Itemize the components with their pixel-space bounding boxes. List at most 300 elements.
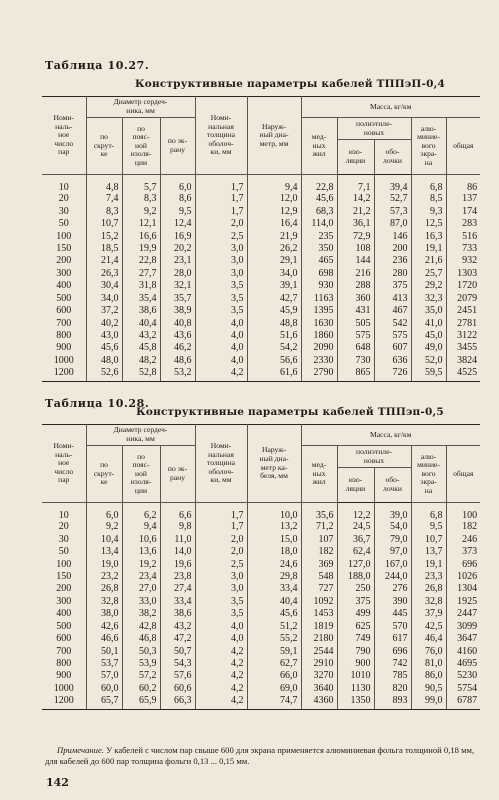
cell-copper: 3640 [301,682,337,694]
cell-poly-sheath: 39,0 [374,503,411,521]
cell-poly-sheath: 696 [374,645,411,657]
cell-pairs: 900 [56,670,72,682]
header-d-belt-text: по пояс- ной изоля- ции [130,123,152,167]
cell-copper: 2330 [301,354,337,366]
cell-outer: 45,6 [247,608,301,620]
cell-sheath: 3,5 [195,280,247,292]
cell-outer: 33,4 [247,583,301,595]
cell-copper: 1163 [301,292,337,304]
cell-pairs: 600 [56,633,72,645]
cell-sheath: 3,0 [195,255,247,267]
cell-outer: 69,0 [247,682,301,694]
cell-sheath: 4,0 [195,632,247,644]
header-copper [301,118,337,175]
cell-d-belt: 45,8 [122,342,160,354]
cell-copper: 465 [301,255,337,267]
cell-poly-insulation: 790 [337,645,374,657]
cell-pairs: 50 [58,546,69,558]
cell-d-twist: 52,6 [86,367,122,382]
cell-pairs: 30 [58,533,69,545]
cell-d-twist: 4,8 [86,175,122,193]
cell-d-screen: 46,2 [160,342,195,354]
cell-copper: 3270 [301,670,337,682]
cell-total: 5754 [446,682,480,694]
cell-sheath: 4,2 [195,682,247,694]
cell-pairs: 1200 [42,695,86,710]
cell-pairs: 200 [56,583,72,595]
cell-sheath: 3,0 [195,570,247,582]
cell-d-belt: 19,9 [122,242,160,254]
header-poly-insulation [337,468,374,503]
header-copper-text: мед- ных жил [311,132,327,159]
cell-poly-insulation: 1130 [337,682,374,694]
cell-poly-insulation: 62,4 [337,545,374,557]
cell-d-twist: 43,0 [86,329,122,341]
cell-d-belt: 50,3 [122,645,160,657]
cell-poly-sheath: 375 [374,280,411,292]
cell-outer: 34,0 [247,267,301,279]
header-diameter-group-text: Диаметр сердеч- ника, мм [113,97,168,115]
cell-poly-sheath: 146 [374,230,411,242]
cell-d-screen: 43,6 [160,329,195,341]
cell-d-screen: 50,7 [160,645,195,657]
cell-alu: 46,4 [411,632,446,644]
cell-outer: 29,8 [247,570,301,582]
cell-copper: 107 [301,533,337,545]
cell-outer: 62,7 [247,657,301,669]
table-row [42,193,480,205]
cell-poly-sheath: 244,0 [374,570,411,582]
cell-poly-insulation: 375 [337,595,374,607]
cell-copper: 182 [301,545,337,557]
cell-poly-sheath: 570 [374,620,411,632]
cell-sheath: 4,0 [195,354,247,366]
cell-outer: 12,0 [247,193,301,205]
cell-total: 516 [446,230,480,242]
cell-poly-insulation: 865 [337,367,374,382]
cell-copper: 930 [301,280,337,292]
cell-poly-insulation: 14,2 [337,193,374,205]
header-poly-sheath-text: обо- лочки [383,475,402,493]
cell-d-twist: 40,2 [86,317,122,329]
cell-poly-insulation: 36,1 [337,217,374,229]
cell-alu: 32,8 [411,595,446,607]
cell-copper: 1453 [301,608,337,620]
cell-poly-sheath: 79,0 [374,533,411,545]
header-d-belt-text: по пояс- ной изоля- ции [130,451,152,495]
cell-poly-sheath: 742 [374,657,411,669]
cell-alu: 6,8 [411,175,446,193]
header-outer-diameter [247,425,301,503]
cell-pairs: 100 [56,230,72,242]
cell-copper: 350 [301,242,337,254]
cell-alu: 19,1 [411,558,446,570]
header-total [446,118,480,175]
cell-sheath: 1,7 [195,193,247,205]
cell-poly-insulation: 288 [337,280,374,292]
cell-d-twist: 26,3 [86,267,122,279]
cell-d-belt: 9,4 [122,521,160,533]
cell-poly-sheath: 467 [374,304,411,316]
cell-d-screen: 28,0 [160,267,195,279]
header-poly-insulation-text: изо- ляции [345,475,366,493]
header-outer-diameter-text: Наруж- ный диа- метр, мм [259,121,289,148]
cell-d-screen: 57,6 [160,670,195,682]
cell-poly-insulation: 625 [337,620,374,632]
cell-outer: 12,9 [247,205,301,217]
cell-d-belt: 27,0 [122,583,160,595]
table-row [42,242,480,254]
cell-total: 2781 [446,317,480,329]
cell-poly-insulation: 12,2 [337,503,374,521]
cell-poly-insulation: 21,2 [337,205,374,217]
cell-total: 932 [446,255,480,267]
table-1 [42,96,480,382]
cell-poly-insulation: 749 [337,632,374,644]
cell-pairs: 50 [58,218,69,230]
cell-sheath: 1,7 [195,521,247,533]
table-row [42,255,480,267]
table-row [42,657,480,669]
cell-pairs: 700 [56,645,72,657]
header-outer-diameter [247,97,301,175]
cell-d-screen: 14,0 [160,545,195,557]
cell-alu: 81,0 [411,657,446,669]
cell-poly-sheath: 542 [374,317,411,329]
cell-sheath: 4,2 [195,695,247,710]
cell-d-twist: 8,3 [86,205,122,217]
cell-copper: 68,3 [301,205,337,217]
page-number: 142 [46,776,69,789]
cell-outer: 54,2 [247,342,301,354]
cell-alu: 99,0 [411,695,446,710]
table-2 [42,424,480,710]
cell-alu: 35,0 [411,304,446,316]
cell-poly-sheath: 200 [374,242,411,254]
cell-poly-insulation: 431 [337,304,374,316]
table-row [42,695,480,710]
cell-d-twist: 48,0 [86,354,122,366]
header-outer-diameter-text: Наруж- ный диа- метр ка- беля, мм [259,445,289,481]
cell-d-twist: 13,4 [86,545,122,557]
header-poly-group-text: полиэтиле- новых [356,446,392,465]
header-poly-sheath [374,140,411,175]
cell-poly-sheath: 97,0 [374,545,411,557]
cell-d-screen: 6,0 [160,175,195,193]
cell-poly-sheath: 445 [374,608,411,620]
cell-poly-sheath: 726 [374,367,411,382]
cell-d-twist: 57,0 [86,670,122,682]
cell-sheath: 4,2 [195,657,247,669]
header-sheath-thickness-text: Номи- нальная толщина оболоч- ки, мм [206,441,236,485]
cell-poly-insulation: 127,0 [337,558,374,570]
header-mass-group-text: Масса, кг/км [370,101,412,111]
cell-copper: 1395 [301,304,337,316]
table-2-label: Таблица 10.28. [45,397,150,410]
cell-d-screen: 16,9 [160,230,195,242]
table-row [42,317,480,329]
cell-sheath: 4,0 [195,329,247,341]
cell-d-screen: 6,6 [160,503,195,521]
cell-d-twist: 18,5 [86,242,122,254]
cell-pairs: 10 [58,509,69,521]
table-row [42,670,480,682]
cell-sheath: 4,2 [195,367,247,382]
cell-poly-insulation: 188,0 [337,570,374,582]
cell-poly-insulation: 575 [337,329,374,341]
table-row [42,175,480,193]
cell-d-belt: 42,8 [122,620,160,632]
header-copper [301,446,337,503]
header-pairs-text: Номи- наль- ное число пар [53,113,75,157]
cell-d-screen: 12,4 [160,217,195,229]
cell-d-belt: 23,4 [122,570,160,582]
cell-total: 2447 [446,608,480,620]
cell-poly-sheath: 617 [374,632,411,644]
cell-outer: 26,2 [247,242,301,254]
cell-poly-sheath: 820 [374,682,411,694]
header-alu-text: алю- миние- вого экра- на [417,451,440,495]
cell-outer: 10,0 [247,503,301,521]
header-total-text: общая [453,468,474,478]
cell-poly-sheath: 607 [374,342,411,354]
cell-sheath: 3,5 [195,595,247,607]
cell-d-screen: 38,9 [160,304,195,316]
header-diameter-group [86,425,195,446]
cell-copper: 2790 [301,367,337,382]
table-row [42,267,480,279]
cell-poly-insulation: 730 [337,354,374,366]
cell-d-twist: 19,0 [86,558,122,570]
table-row [42,329,480,341]
cell-d-screen: 9,8 [160,521,195,533]
cell-outer: 16,4 [247,217,301,229]
table-row [42,230,480,242]
header-pairs-text: Номи- наль- ное число пар [53,441,75,485]
cell-alu: 76,0 [411,645,446,657]
cell-poly-sheath: 636 [374,354,411,366]
cell-poly-insulation: 1010 [337,670,374,682]
cell-d-twist: 34,0 [86,292,122,304]
header-poly-group [337,118,411,140]
header-poly-sheath-text: обо- лочки [383,147,402,165]
cell-outer: 74,7 [247,695,301,710]
cell-total: 696 [446,558,480,570]
cell-pairs: 30 [58,205,69,217]
cell-poly-sheath: 52,7 [374,193,411,205]
cell-pairs: 20 [58,193,69,205]
header-d-belt [122,446,160,503]
cell-outer: 42,7 [247,292,301,304]
cell-alu: 45,0 [411,329,446,341]
cell-d-screen: 54,3 [160,657,195,669]
cell-alu: 21,6 [411,255,446,267]
header-sheath-thickness [195,425,247,503]
cell-d-belt: 22,8 [122,255,160,267]
cell-total: 2451 [446,304,480,316]
cell-d-twist: 65,7 [86,695,122,710]
cell-poly-insulation: 144 [337,255,374,267]
cell-copper: 1630 [301,317,337,329]
cell-total: 174 [446,205,480,217]
cell-pairs: 10 [58,181,69,193]
cell-total: 283 [446,217,480,229]
cell-d-twist: 21,4 [86,255,122,267]
cell-d-belt: 38,6 [122,304,160,316]
table-note [45,745,477,767]
cell-pairs: 200 [56,255,72,267]
cell-pairs: 800 [56,658,72,670]
table-row [42,645,480,657]
cell-alu: 9,5 [411,521,446,533]
cell-sheath: 2,0 [195,545,247,557]
cell-poly-sheath: 87,0 [374,217,411,229]
header-poly-insulation [337,140,374,175]
cell-pairs: 100 [56,558,72,570]
cell-d-belt: 16,6 [122,230,160,242]
cell-d-twist: 53,7 [86,657,122,669]
cell-d-belt: 8,3 [122,193,160,205]
cell-d-twist: 37,2 [86,304,122,316]
note-text: У кабелей с числом пар свыше 600 для экрана применяется алюминиевая фольга толщиной 0,18 мм, для кабелей до 600 пар толщина фольги 0,13 ... 0,15 мм. [45,745,475,766]
cell-poly-insulation: 499 [337,608,374,620]
cell-d-screen: 9,5 [160,205,195,217]
table-row [42,503,480,521]
cell-d-twist: 46,6 [86,632,122,644]
cell-alu: 19,1 [411,242,446,254]
cell-sheath: 1,7 [195,503,247,521]
cell-outer: 66,0 [247,670,301,682]
cell-d-screen: 20,2 [160,242,195,254]
table-row [42,545,480,557]
header-poly-sheath [374,468,411,503]
cell-total: 3455 [446,342,480,354]
cell-outer: 48,8 [247,317,301,329]
cell-outer: 13,2 [247,521,301,533]
header-d-screen [160,118,195,175]
cell-poly-sheath: 413 [374,292,411,304]
cell-copper: 727 [301,583,337,595]
cell-sheath: 3,5 [195,292,247,304]
cell-pairs: 400 [56,608,72,620]
header-diameter-group [86,97,195,118]
cell-d-belt: 13,6 [122,545,160,557]
table-2-title: Конструктивные параметры кабелей ТППэп-0,5 [136,406,444,418]
cell-sheath: 3,5 [195,304,247,316]
cell-copper: 71,2 [301,521,337,533]
header-d-belt [122,118,160,175]
cell-total: 373 [446,545,480,557]
cell-copper: 2544 [301,645,337,657]
cell-outer: 51,2 [247,620,301,632]
cell-total: 4525 [446,367,480,382]
cell-poly-sheath: 39,4 [374,175,411,193]
cell-alu: 25,7 [411,267,446,279]
cell-total: 4160 [446,645,480,657]
cell-d-belt: 60,2 [122,682,160,694]
header-total [446,446,480,503]
cell-d-screen: 60,6 [160,682,195,694]
table-2-body [42,503,480,710]
cell-d-belt: 5,7 [122,175,160,193]
table-row [42,682,480,694]
cell-d-screen: 8,6 [160,193,195,205]
cell-copper: 1819 [301,620,337,632]
cell-poly-sheath: 54,0 [374,521,411,533]
cell-outer: 56,6 [247,354,301,366]
cell-poly-insulation: 1350 [337,695,374,710]
header-sheath-thickness [195,97,247,175]
cell-outer: 40,4 [247,595,301,607]
cell-d-twist: 32,8 [86,595,122,607]
cell-alu: 8,5 [411,193,446,205]
cell-d-belt: 38,2 [122,608,160,620]
cell-total: 1026 [446,570,480,582]
cell-copper: 369 [301,558,337,570]
cell-sheath: 2,0 [195,217,247,229]
cell-pairs: 700 [56,317,72,329]
cell-d-screen: 23,8 [160,570,195,582]
cell-copper: 114,0 [301,217,337,229]
table-row [42,205,480,217]
cell-pairs: 400 [56,280,72,292]
table-1-label: Таблица 10.27. [45,59,150,72]
cell-alu: 10,7 [411,533,446,545]
cell-outer: 45,9 [247,304,301,316]
header-mass-group-text: Масса, кг/км [370,429,412,439]
table-row [42,354,480,366]
cell-d-belt: 57,2 [122,670,160,682]
cell-total: 4695 [446,657,480,669]
cell-outer: 59,1 [247,645,301,657]
cell-alu: 52,0 [411,354,446,366]
cell-sheath: 3,0 [195,267,247,279]
cell-alu: 49,0 [411,342,446,354]
header-sheath-thickness-text: Номи- нальная толщина оболоч- ки, мм [206,113,236,157]
cell-d-twist: 7,4 [86,193,122,205]
cell-d-twist: 50,1 [86,645,122,657]
cell-copper: 698 [301,267,337,279]
cell-total: 182 [446,521,480,533]
cell-d-screen: 43,2 [160,620,195,632]
table-row [42,558,480,570]
cell-d-twist: 10,4 [86,533,122,545]
cell-poly-sheath: 57,3 [374,205,411,217]
cell-outer: 39,1 [247,280,301,292]
cell-pairs: 800 [56,330,72,342]
cell-total: 3824 [446,354,480,366]
cell-d-belt: 9,2 [122,205,160,217]
cell-total: 86 [446,175,480,193]
cell-d-screen: 35,7 [160,292,195,304]
header-mass-group [301,97,480,118]
cell-total: 2079 [446,292,480,304]
cell-total: 3647 [446,632,480,644]
cell-poly-insulation: 72,9 [337,230,374,242]
cell-pairs: 1000 [53,354,74,366]
cell-outer: 15,0 [247,533,301,545]
cell-poly-sheath: 390 [374,595,411,607]
table-row [42,583,480,595]
header-d-twist-text: по скрут- ке [93,132,115,159]
cell-d-twist: 38,0 [86,608,122,620]
cell-sheath: 1,7 [195,175,247,193]
cell-outer: 55,2 [247,632,301,644]
cell-d-twist: 60,0 [86,682,122,694]
cell-pairs: 300 [56,595,72,607]
table-row [42,620,480,632]
header-alu [411,446,446,503]
